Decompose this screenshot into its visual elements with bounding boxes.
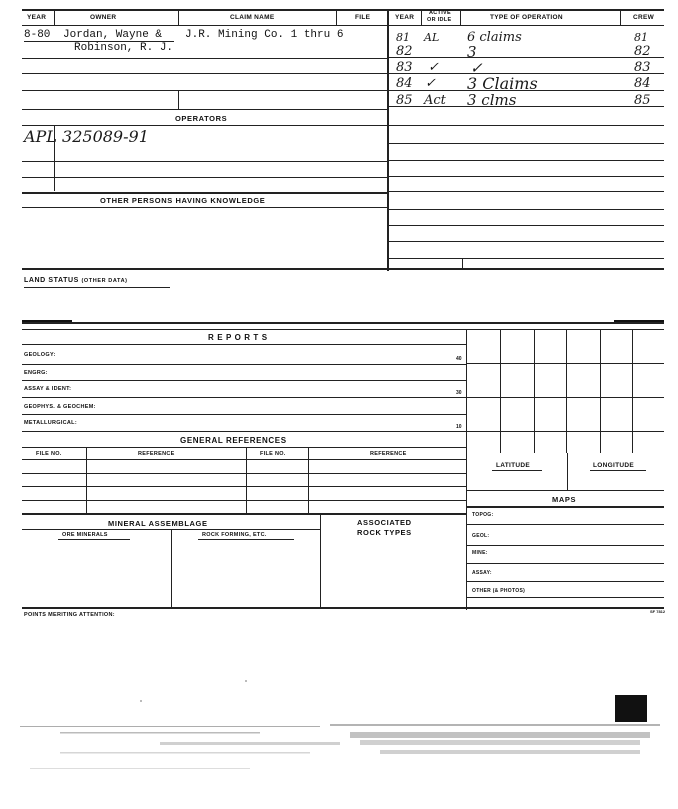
col-divider xyxy=(171,529,172,607)
map-assay: ASSAY: xyxy=(472,570,492,576)
report-geology: GEOLOGY: xyxy=(24,352,56,358)
header-or-idle: OR IDLE xyxy=(427,17,452,23)
rule xyxy=(22,58,387,59)
rule xyxy=(22,125,387,126)
map-mine: MINE: xyxy=(472,550,488,556)
col-divider xyxy=(86,447,87,514)
points-meriting-attention: POINTS MERITING ATTENTION: xyxy=(24,612,115,618)
map-other: OTHER (& PHOTOS) xyxy=(472,588,526,594)
op-crew: 84 xyxy=(634,76,651,91)
rule xyxy=(387,258,664,259)
ore-minerals-label: ORE MINERALS xyxy=(62,532,108,538)
longitude-underline xyxy=(590,470,646,471)
rule xyxy=(22,500,466,501)
maps-title: MAPS xyxy=(552,495,577,504)
rule xyxy=(22,109,387,110)
grid-line xyxy=(567,453,568,490)
col-divider xyxy=(620,9,621,25)
center-divider xyxy=(387,9,389,271)
op-year: 82 xyxy=(396,44,413,59)
rule xyxy=(466,597,664,598)
rule xyxy=(22,161,387,162)
map-geol: GEOL: xyxy=(472,533,490,539)
mineral-assemblage-title: MINERAL ASSEMBLAGE xyxy=(108,519,208,528)
rule xyxy=(387,191,664,192)
claim-name: J.R. Mining Co. 1 thru 6 xyxy=(185,29,344,41)
rule xyxy=(22,192,387,194)
gr-file-no-1: FILE NO. xyxy=(36,451,62,457)
rule xyxy=(22,380,466,381)
rule xyxy=(22,177,387,178)
op-crew: 83 xyxy=(634,60,651,75)
op-type: 3 clms xyxy=(467,91,517,109)
grid-line xyxy=(500,329,501,453)
op-status: ✓ xyxy=(428,60,439,75)
grid-line xyxy=(600,329,601,453)
latitude-underline xyxy=(492,470,542,471)
rule xyxy=(22,90,387,91)
op-status: ✓ xyxy=(425,76,436,91)
col-divider xyxy=(460,9,461,25)
col-divider xyxy=(320,513,321,607)
top-border xyxy=(22,9,664,11)
rule xyxy=(387,209,664,210)
header-underline xyxy=(22,25,664,26)
ore-underline xyxy=(58,539,130,540)
op-type: 3 Claims xyxy=(467,74,538,93)
header-file: FILE xyxy=(355,14,371,21)
op-type: 3 xyxy=(467,43,477,61)
rock-types-label: ROCK TYPES xyxy=(357,528,412,537)
op-year: 81 xyxy=(396,31,410,44)
grid-line xyxy=(534,329,535,453)
operators-title: OPERATORS xyxy=(175,114,228,123)
header-year-ops: YEAR xyxy=(395,14,415,21)
rule xyxy=(387,143,664,144)
longitude-label: LONGITUDE xyxy=(593,462,634,469)
rule xyxy=(22,73,387,74)
rule xyxy=(22,344,466,345)
rule xyxy=(466,506,664,508)
col-divider xyxy=(421,9,422,25)
op-type: 6 claims xyxy=(467,30,522,45)
latitude-label: LATITUDE xyxy=(496,462,531,469)
rule xyxy=(22,473,466,474)
op-crew: 82 xyxy=(634,44,651,59)
op-crew: 85 xyxy=(634,93,651,108)
op-year: 84 xyxy=(396,76,413,91)
map-topog: TOPOG: xyxy=(472,512,494,518)
rule xyxy=(466,524,664,525)
rule xyxy=(22,459,466,460)
rule xyxy=(22,447,466,448)
other-persons-title: OTHER PERSONS HAVING KNOWLEDGE xyxy=(100,196,266,205)
col-divider xyxy=(246,447,247,514)
gr-reference-1: REFERENCE xyxy=(138,451,175,457)
rule xyxy=(387,241,664,242)
op-type: ✓ xyxy=(470,59,483,77)
land-status-underline xyxy=(24,287,170,288)
reports-bottom-border xyxy=(22,607,664,609)
grid-line xyxy=(466,363,664,364)
grid-line xyxy=(566,329,567,453)
rule xyxy=(466,563,664,564)
rock-underline xyxy=(198,539,294,540)
header-owner: OWNER xyxy=(90,14,117,21)
reports-top-border xyxy=(22,322,664,324)
form-code: SF 7812 xyxy=(650,609,666,614)
col-divider xyxy=(308,447,309,514)
op-status: AL xyxy=(424,31,440,44)
header-claim-name: CLAIM NAME xyxy=(230,14,275,21)
op-year: 85 xyxy=(396,93,413,108)
col-divider xyxy=(178,90,179,109)
op-crew: 81 xyxy=(634,31,648,44)
bottom-border xyxy=(22,268,664,270)
rule xyxy=(22,329,664,330)
owner-line-2: Robinson, R. J. xyxy=(74,42,174,54)
gr-reference-2: REFERENCE xyxy=(370,451,407,457)
report-geophys: GEOPHYS. & GEOCHEM: xyxy=(24,404,96,410)
report-num: 40 xyxy=(456,356,462,362)
header-year: YEAR xyxy=(27,14,47,21)
land-status-label xyxy=(24,277,128,284)
rule xyxy=(22,207,387,208)
land-status-sub: (OTHER DATA) xyxy=(81,278,128,284)
scan-block xyxy=(615,695,647,722)
col-divider xyxy=(336,9,337,25)
col-divider xyxy=(466,329,467,610)
owner-year: 8-80 xyxy=(24,29,51,41)
col-divider xyxy=(54,9,55,25)
rule xyxy=(22,486,466,487)
rule xyxy=(387,225,664,226)
report-engrg: ENGRG: xyxy=(24,370,48,376)
gr-file-no-2: FILE NO. xyxy=(260,451,286,457)
report-assay: ASSAY & IDENT: xyxy=(24,386,72,392)
col-divider xyxy=(178,9,179,25)
land-status-main: LAND STATUS xyxy=(24,277,79,284)
header-crew: CREW xyxy=(633,14,655,21)
op-status: Act xyxy=(424,93,446,108)
rule xyxy=(22,513,466,515)
col-divider xyxy=(462,258,463,268)
rule xyxy=(22,397,466,398)
grid-line xyxy=(466,431,664,432)
operators-entry: APL 325089-91 xyxy=(24,127,149,146)
rule xyxy=(466,490,664,491)
header-active: ACTIVE xyxy=(429,10,451,16)
report-num: 10 xyxy=(456,424,462,430)
scan-noise xyxy=(0,680,678,809)
rock-forming-label: ROCK FORMING, ETC. xyxy=(202,532,267,538)
rule xyxy=(387,176,664,177)
header-type-of-operation: TYPE OF OPERATION xyxy=(490,14,563,21)
rule xyxy=(387,160,664,161)
rule xyxy=(22,431,466,432)
rule xyxy=(387,57,664,58)
rule xyxy=(466,545,664,546)
associated-label: ASSOCIATED xyxy=(357,518,412,527)
report-num: 30 xyxy=(456,390,462,396)
rule xyxy=(22,414,466,415)
rule xyxy=(22,364,466,365)
reports-title: R E P O R T S xyxy=(208,333,268,342)
general-references-title: GENERAL REFERENCES xyxy=(180,436,287,445)
op-year: 83 xyxy=(396,60,413,75)
owner-line-1: Jordan, Wayne & xyxy=(63,29,163,41)
grid-line xyxy=(466,397,664,398)
grid-line xyxy=(632,329,633,453)
col-divider xyxy=(54,125,55,191)
rule xyxy=(466,581,664,582)
owner-underline xyxy=(24,41,174,42)
report-metallurgical: METALLURGICAL: xyxy=(24,420,77,426)
rule xyxy=(387,125,664,126)
